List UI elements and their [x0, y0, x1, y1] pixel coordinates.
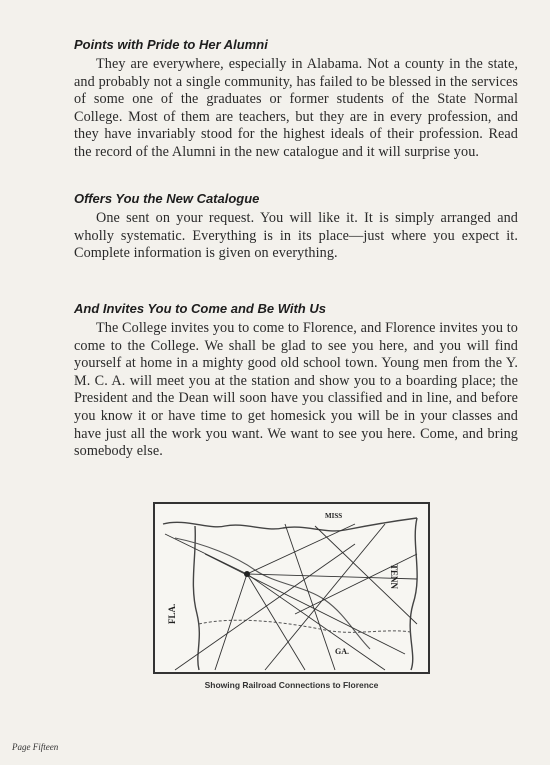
section-invitation: [74, 301, 518, 461]
florence-marker: [244, 571, 250, 577]
section-heading: Points with Pride to Her Alumni: [74, 37, 268, 52]
railroad-lines: [165, 524, 417, 670]
section-alumni: [74, 37, 518, 162]
map-label-ga: GA.: [335, 647, 349, 656]
railroad-map-drawing: [155, 504, 428, 672]
section-body: The College invites you to come to Florence, and Florence invites you to come to the College. We shall be glad to see you here, and you will find yourself at home in a mighty good old school town. Young men from the Y. M. C. A. will meet you at the station and show you to a boarding place; the President and the Dean will soon have you classified and in line, and before you know it or have time to get homesick you will be in your classes and have just all the work you want. We want to see you here. Come, and bring somebody else.: [74, 320, 518, 460]
state-border-east: [410, 518, 417, 670]
railroad-map: [153, 502, 430, 674]
section-body: They are everywhere, especially in Alabama. Not a county in the state, and probably not a single community, has failed to be blessed in the services of some one of the graduates or former students of the State Normal College. Most of them are teachers, but they are in every profession, and they have invariably stood for the highest ideals of their profession. Read the record of the Alumni in the new catalogue and it will surprise you.: [74, 56, 518, 160]
section-body: One sent on your request. You will like it. It is simply arranged and wholly systematic. Everything is in its place—just where you expect it. Complete information is given on everything.: [74, 210, 518, 262]
map-label-fla: FLA.: [167, 603, 177, 624]
map-label-tenn: TENN: [389, 564, 399, 590]
page-number: Page Fifteen: [12, 742, 59, 752]
section-heading: And Invites You to Come and Be With Us: [74, 301, 326, 316]
map-caption: Showing Railroad Connections to Florence: [204, 680, 379, 690]
section-catalogue: [74, 191, 518, 263]
state-border-west: [193, 526, 199, 670]
state-border-north: [163, 518, 417, 531]
section-heading: Offers You the New Catalogue: [74, 191, 260, 206]
map-label-miss: MISS: [325, 512, 343, 520]
